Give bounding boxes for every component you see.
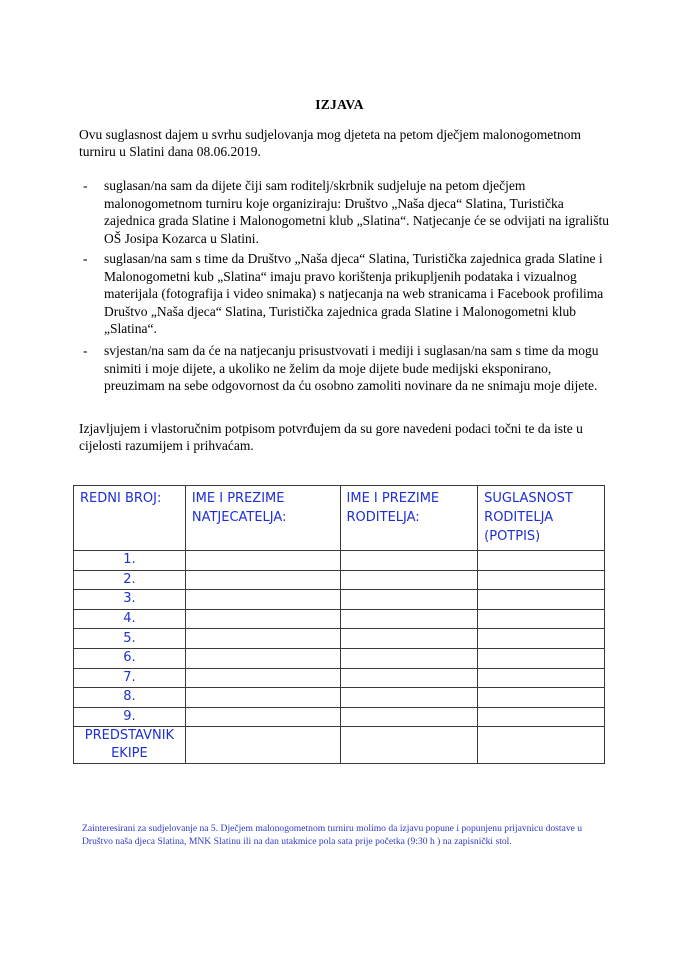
table-row [74,668,605,688]
header-parent-signature: SUGLASNOST RODITELJA (POTPIS) [478,486,605,551]
consent-item-text: suglasan/na sam da dijete čiji sam roditelj/skrbnik sudjeluje na petom dječjem malonogometnom turniru koje organiziraju: Društvo „Naša djeca“ Slatina, Turistička zajednica grada Slatine i Malonogometni klub „Slatina“. Natjecanje će se odvijati na igralištu OŠ Josipa Kozarca u Slatini. [104,178,609,246]
bullet-dash: - [83,178,88,193]
bullet-dash: - [83,251,88,266]
parent-name-cell[interactable] [340,609,478,629]
row-number: 3. [74,590,186,610]
closing-statement: Izjavljujem i vlastoručnim potpisom potvrđujem da su gore navedeni podaci točni te da iste u cijelosti razumijem i prihvaćam. [79,421,583,453]
competitor-name-cell[interactable] [185,590,340,610]
row-number: 4. [74,609,186,629]
table-row [74,707,605,727]
row-number: 2. [74,570,186,590]
signature-cell[interactable] [478,648,605,668]
signature-cell[interactable] [478,609,605,629]
competitor-name-cell[interactable] [185,688,340,708]
header-parent-name: IME I PREZIME RODITELJA: [340,486,478,551]
row-number: 5. [74,629,186,649]
signature-cell[interactable] [478,570,605,590]
competitor-name-cell[interactable] [185,707,340,727]
table-row [74,648,605,668]
competitor-name-cell[interactable] [185,570,340,590]
signature-cell[interactable] [478,629,605,649]
parent-name-cell[interactable] [340,590,478,610]
consent-item-participation [79,177,609,247]
signature-cell[interactable] [478,590,605,610]
table-row-representative [74,727,605,764]
bullet-dash: - [83,343,88,358]
parent-name-cell[interactable] [340,551,478,571]
competitor-name-cell[interactable] [185,551,340,571]
representative-label: PREDSTAVNIK EKIPE [74,727,186,764]
parent-name-cell[interactable] [340,629,478,649]
competitor-name-cell[interactable] [185,629,340,649]
header-row-number: REDNI BROJ: [74,486,186,551]
table-row [74,551,605,571]
row-number: 1. [74,551,186,571]
document-title: IZJAVA [315,97,364,112]
parent-name-cell[interactable] [340,668,478,688]
row-number: 8. [74,688,186,708]
signature-cell[interactable] [478,707,605,727]
consent-item-text: svjestan/na sam da će na natjecanju prisustvovati i mediji i suglasan/na sam s time da mogu snimiti i moje dijete, a ukoliko ne želim da moje dijete bude medijski eksponirano, preuzimam na sebe odgovornost da ću osobno zamoliti novinare da ne snimaju moje dijete. [104,343,599,393]
table-row [74,688,605,708]
consent-item-text: suglasan/na sam s time da Društvo „Naša djeca“ Slatina, Turistička zajednica grada Slatine i Malonogometni kub „Slatina“ imaju pravo korištenja prikupljenih podataka i vizualnog materijala (fotografija i video snimaka) s natjecanja na web stranicama i Facebook profilima Društvo „Naša djeca“ Slatina, Turistička zajednica grada Slatine i Malonogometni klub „Slatina“. [104,251,604,336]
table-header-row [74,486,605,551]
parent-name-cell[interactable] [340,648,478,668]
row-number: 9. [74,707,186,727]
parent-name-cell[interactable] [340,570,478,590]
signature-cell[interactable] [478,668,605,688]
parent-name-cell[interactable] [340,707,478,727]
competitor-name-cell[interactable] [185,648,340,668]
consent-item-media-use [79,250,609,338]
row-number: 6. [74,648,186,668]
table-row [74,629,605,649]
parent-name-cell[interactable] [340,727,478,764]
competitor-name-cell[interactable] [185,609,340,629]
competitor-name-cell[interactable] [185,727,340,764]
header-competitor-name: IME I PREZIME NATJECATELJA: [185,486,340,551]
row-number: 7. [74,668,186,688]
intro-paragraph: Ovu suglasnost dajem u svrhu sudjelovanja mog djeteta na petom dječjem malonogometnom turniru u Slatini dana 08.06.2019. [79,127,582,159]
roster-table [73,485,605,764]
competitor-name-cell[interactable] [185,668,340,688]
consent-item-press [79,342,609,395]
table-row [74,609,605,629]
signature-cell[interactable] [478,551,605,571]
footer-note: Zainteresirani za sudjelovanje na 5. Dječjem malonogometnom turniru molimo da izjavu popune i popunjenu prijavnicu dostave u Društvo naša djeca Slatina, MNK Slatinu ili na dan utakmice pola sata prije početka (9:30 h ) na zapisnički stol. [82,823,583,847]
table-row [74,570,605,590]
signature-cell[interactable] [478,727,605,764]
parent-name-cell[interactable] [340,688,478,708]
table-row [74,590,605,610]
signature-cell[interactable] [478,688,605,708]
